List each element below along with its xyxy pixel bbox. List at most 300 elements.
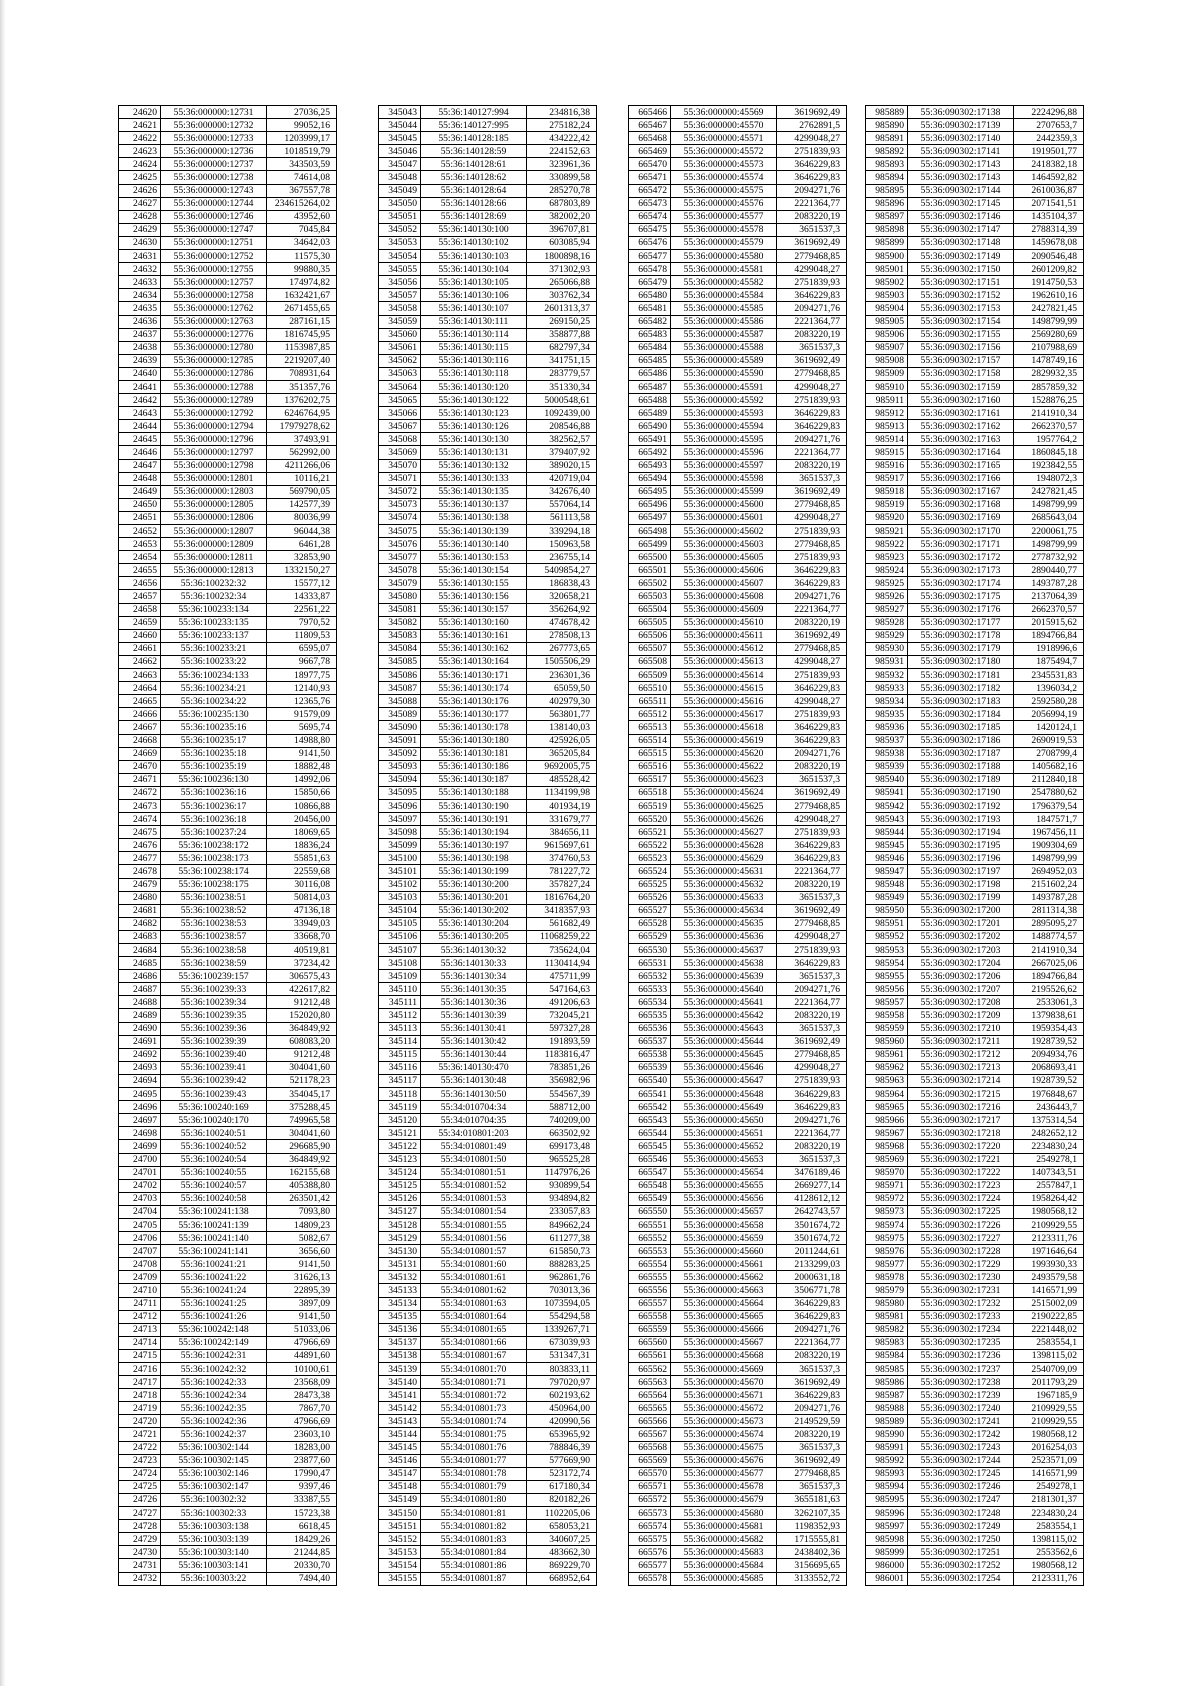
table-row <box>119 852 337 865</box>
cadastral-value: 2083220,19 <box>777 1009 847 1022</box>
cadastral-value: 562992,00 <box>267 446 337 459</box>
cadastral-value: 965525,28 <box>527 1153 597 1166</box>
table-row <box>866 1140 1084 1153</box>
cadastral-value: 11068259,22 <box>527 930 597 943</box>
cadastral-value: 2549278,1 <box>1014 1153 1084 1166</box>
row-number: 665498 <box>629 525 671 538</box>
cadastral-value: 263501,42 <box>267 1192 337 1205</box>
cadastral-value: 2094271,76 <box>777 433 847 446</box>
table-row <box>379 1520 597 1533</box>
table-row <box>629 472 847 485</box>
cadastral-value: 2438402,36 <box>777 1546 847 1559</box>
cadastral-number: 55:36:000000:12813 <box>161 564 267 577</box>
cadastral-number: 55:36:000000:12733 <box>161 132 267 145</box>
cadastral-value: 18977,75 <box>267 669 337 682</box>
row-number: 24630 <box>119 236 161 249</box>
table-row <box>866 603 1084 616</box>
cadastral-number: 55:36:140130:48 <box>421 1074 527 1087</box>
cadastral-number: 55:34:010801:53 <box>421 1192 527 1205</box>
table-row <box>119 655 337 668</box>
cadastral-number: 55:36:090302:17190 <box>908 786 1014 799</box>
cadastral-number: 55:36:000000:45673 <box>671 1415 777 1428</box>
table-row <box>866 1153 1084 1166</box>
row-number: 985895 <box>866 184 908 197</box>
row-number: 665547 <box>629 1166 671 1179</box>
row-number: 665490 <box>629 420 671 433</box>
cadastral-number: 55:36:140130:32 <box>421 944 527 957</box>
table-row <box>866 1114 1084 1127</box>
cadastral-value: 2557847,1 <box>1014 1179 1084 1192</box>
table-row <box>629 420 847 433</box>
cadastral-value: 2071541,51 <box>1014 197 1084 210</box>
cadastral-value: 2083220,19 <box>777 616 847 629</box>
table-row <box>629 1493 847 1506</box>
row-number: 24634 <box>119 289 161 302</box>
cadastral-number: 55:36:000000:45661 <box>671 1258 777 1271</box>
cadastral-value: 4299048,27 <box>777 511 847 524</box>
table-row <box>866 1389 1084 1402</box>
cadastral-value: 2011244,61 <box>777 1245 847 1258</box>
table-row <box>379 145 597 158</box>
table-row <box>866 577 1084 590</box>
cadastral-number: 55:36:090302:17211 <box>908 1035 1014 1048</box>
cadastral-value: 2107988,69 <box>1014 341 1084 354</box>
row-number: 24732 <box>119 1572 161 1585</box>
cadastral-number: 55:34:010704:34 <box>421 1101 527 1114</box>
row-number: 24670 <box>119 760 161 773</box>
row-number: 665499 <box>629 538 671 551</box>
row-number: 985960 <box>866 1035 908 1048</box>
row-number: 345058 <box>379 302 421 315</box>
table-row <box>866 564 1084 577</box>
cadastral-number: 55:36:140128:66 <box>421 197 527 210</box>
table-row <box>629 538 847 551</box>
cadastral-number: 55:36:000000:45620 <box>671 747 777 760</box>
cadastral-number: 55:36:140130:470 <box>421 1061 527 1074</box>
row-number: 345054 <box>379 250 421 263</box>
row-number: 24647 <box>119 459 161 472</box>
row-number: 345148 <box>379 1480 421 1493</box>
table-row <box>629 1480 847 1493</box>
table-row <box>119 407 337 420</box>
cadastral-number: 55:36:090302:17241 <box>908 1415 1014 1428</box>
cadastral-value: 2083220,19 <box>777 328 847 341</box>
cadastral-number: 55:36:090302:17222 <box>908 1166 1014 1179</box>
table-row <box>119 1205 337 1218</box>
cadastral-value: 2123311,76 <box>1014 1572 1084 1585</box>
cadastral-number: 55:36:000000:12736 <box>161 145 267 158</box>
cadastral-value: 1967456,11 <box>1014 826 1084 839</box>
cadastral-value: 2779468,85 <box>777 799 847 812</box>
cadastral-value: 2234830,24 <box>1014 1140 1084 1153</box>
table-row <box>629 747 847 760</box>
table-row <box>379 394 597 407</box>
row-number: 345110 <box>379 983 421 996</box>
cadastral-value: 374760,53 <box>527 852 597 865</box>
row-number: 24697 <box>119 1114 161 1127</box>
cadastral-value: 930899,54 <box>527 1179 597 1192</box>
cadastral-number: 55:36:100303:140 <box>161 1546 267 1559</box>
cadastral-number: 55:36:100239:42 <box>161 1074 267 1087</box>
row-number: 665486 <box>629 367 671 380</box>
cadastral-number: 55:36:090302:17159 <box>908 380 1014 393</box>
cadastral-number: 55:34:010801:62 <box>421 1284 527 1297</box>
cadastral-value: 354045,17 <box>267 1088 337 1101</box>
cadastral-value: 1339267,71 <box>527 1323 597 1336</box>
cadastral-value: 2779468,85 <box>777 1467 847 1480</box>
cadastral-number: 55:36:000000:45579 <box>671 236 777 249</box>
table-row <box>629 603 847 616</box>
cadastral-number: 55:36:140130:138 <box>421 511 527 524</box>
cadastral-value: 3651537,3 <box>777 223 847 236</box>
row-number: 345132 <box>379 1271 421 1284</box>
row-number: 345141 <box>379 1389 421 1402</box>
cadastral-number: 55:36:000000:45650 <box>671 1114 777 1127</box>
cadastral-value: 4128612,12 <box>777 1192 847 1205</box>
cadastral-number: 55:36:100303:22 <box>161 1572 267 1585</box>
cadastral-number: 55:36:140130:200 <box>421 878 527 891</box>
cadastral-value: 1018519,79 <box>267 145 337 158</box>
cadastral-value: 20330,70 <box>267 1559 337 1572</box>
cadastral-value: 306575,43 <box>267 970 337 983</box>
row-number: 665494 <box>629 472 671 485</box>
cadastral-number: 55:36:000000:45577 <box>671 210 777 223</box>
cadastral-value: 3646229,83 <box>777 682 847 695</box>
table-row <box>866 420 1084 433</box>
cadastral-number: 55:36:000000:45627 <box>671 826 777 839</box>
cadastral-value: 934894,82 <box>527 1192 597 1205</box>
row-number: 24626 <box>119 184 161 197</box>
cadastral-number: 55:36:100237:24 <box>161 826 267 839</box>
table-row <box>119 721 337 734</box>
row-number: 985937 <box>866 734 908 747</box>
table-row <box>379 1402 597 1415</box>
cadastral-number: 55:36:090302:17161 <box>908 407 1014 420</box>
row-number: 24624 <box>119 158 161 171</box>
table-row <box>379 786 597 799</box>
table-row <box>866 341 1084 354</box>
row-number: 985980 <box>866 1297 908 1310</box>
row-number: 345044 <box>379 119 421 132</box>
row-number: 985942 <box>866 799 908 812</box>
cadastral-number: 55:36:000000:45646 <box>671 1061 777 1074</box>
cadastral-value: 3646229,83 <box>777 839 847 852</box>
cadastral-value: 9615697,61 <box>527 839 597 852</box>
row-number: 665484 <box>629 341 671 354</box>
table-row <box>866 760 1084 773</box>
cadastral-number: 55:36:140130:155 <box>421 577 527 590</box>
cadastral-value: 401934,19 <box>527 799 597 812</box>
cadastral-value: 1198352,93 <box>777 1520 847 1533</box>
cadastral-value: 2345531,83 <box>1014 669 1084 682</box>
cadastral-value: 1498799,99 <box>1014 315 1084 328</box>
cadastral-value: 4299048,27 <box>777 930 847 943</box>
table-row <box>119 564 337 577</box>
cadastral-value: 2779468,85 <box>777 367 847 380</box>
row-number: 985969 <box>866 1153 908 1166</box>
cadastral-number: 55:36:100239:33 <box>161 983 267 996</box>
cadastral-number: 55:36:090302:17214 <box>908 1074 1014 1087</box>
cadastral-number: 55:36:090302:17150 <box>908 263 1014 276</box>
row-number: 985948 <box>866 878 908 891</box>
cadastral-number: 55:34:010801:82 <box>421 1520 527 1533</box>
cadastral-number: 55:36:140130:131 <box>421 446 527 459</box>
row-number: 345131 <box>379 1258 421 1271</box>
cadastral-value: 2221364,77 <box>777 865 847 878</box>
table-row <box>119 1192 337 1205</box>
table-row <box>866 891 1084 904</box>
table-row <box>866 1258 1084 1271</box>
cadastral-value: 2221364,77 <box>777 1336 847 1349</box>
table-row <box>629 996 847 1009</box>
cadastral-value: 162155,68 <box>267 1166 337 1179</box>
table-row <box>119 917 337 930</box>
cadastral-value: 3262107,35 <box>777 1507 847 1520</box>
table-row <box>866 1088 1084 1101</box>
row-number: 985933 <box>866 682 908 695</box>
cadastral-value: 1498799,99 <box>1014 852 1084 865</box>
cadastral-value: 2083220,19 <box>777 760 847 773</box>
row-number: 24723 <box>119 1454 161 1467</box>
cadastral-number: 55:36:000000:45638 <box>671 957 777 970</box>
row-number: 345077 <box>379 551 421 564</box>
cadastral-value: 2181301,37 <box>1014 1493 1084 1506</box>
cadastral-value: 1894766,84 <box>1014 970 1084 983</box>
row-number: 345065 <box>379 394 421 407</box>
table-row <box>379 1572 597 1585</box>
cadastral-number: 55:36:000000:45672 <box>671 1402 777 1415</box>
table-row <box>379 642 597 655</box>
cadastral-number: 55:36:090302:17238 <box>908 1376 1014 1389</box>
row-number: 345106 <box>379 930 421 943</box>
cadastral-value: 27036,25 <box>267 106 337 119</box>
cadastral-number: 55:36:090302:17158 <box>908 367 1014 380</box>
cadastral-number: 55:36:090302:17197 <box>908 865 1014 878</box>
cadastral-number: 55:34:010801:80 <box>421 1493 527 1506</box>
cadastral-number: 55:36:090302:17176 <box>908 603 1014 616</box>
cadastral-number: 55:36:090302:17227 <box>908 1232 1014 1245</box>
table-row <box>119 734 337 747</box>
cadastral-value: 3476189,46 <box>777 1166 847 1179</box>
cadastral-number: 55:36:140130:42 <box>421 1035 527 1048</box>
cadastral-value: 5082,67 <box>267 1232 337 1245</box>
table-row <box>379 564 597 577</box>
cadastral-number: 55:36:000000:12809 <box>161 538 267 551</box>
row-number: 665479 <box>629 276 671 289</box>
table-row <box>866 826 1084 839</box>
row-number: 24710 <box>119 1284 161 1297</box>
table-row <box>379 250 597 263</box>
cadastral-number: 55:36:000000:12796 <box>161 433 267 446</box>
table-row <box>629 577 847 590</box>
table-row <box>866 1428 1084 1441</box>
row-number: 665520 <box>629 813 671 826</box>
cadastral-value: 561113,58 <box>527 511 597 524</box>
table-row <box>119 1166 337 1179</box>
row-number: 985950 <box>866 904 908 917</box>
row-number: 345069 <box>379 446 421 459</box>
row-number: 24689 <box>119 1009 161 1022</box>
cadastral-number: 55:36:140130:41 <box>421 1022 527 1035</box>
cadastral-value: 1909304,69 <box>1014 839 1084 852</box>
cadastral-value: 2016254,03 <box>1014 1441 1084 1454</box>
table-row <box>119 1349 337 1362</box>
table-row <box>629 184 847 197</box>
cadastral-value: 3646229,83 <box>777 564 847 577</box>
table-row <box>119 498 337 511</box>
cadastral-value: 7093,80 <box>267 1205 337 1218</box>
row-number: 24721 <box>119 1428 161 1441</box>
cadastral-value: 569790,05 <box>267 485 337 498</box>
table-row <box>119 263 337 276</box>
row-number: 24693 <box>119 1061 161 1074</box>
row-number: 24648 <box>119 472 161 485</box>
row-number: 665560 <box>629 1336 671 1349</box>
table-row <box>629 1101 847 1114</box>
row-number: 985968 <box>866 1140 908 1153</box>
cadastral-number: 55:36:000000:45669 <box>671 1363 777 1376</box>
table-row <box>379 878 597 891</box>
cadastral-number: 55:36:100238:52 <box>161 904 267 917</box>
cadastral-value: 2068693,41 <box>1014 1061 1084 1074</box>
row-number: 345059 <box>379 315 421 328</box>
table-row <box>866 158 1084 171</box>
table-row <box>629 1232 847 1245</box>
cadastral-number: 55:36:100242:33 <box>161 1376 267 1389</box>
cadastral-number: 55:36:100240:57 <box>161 1179 267 1192</box>
table-row <box>629 642 847 655</box>
cadastral-number: 55:36:100235:17 <box>161 734 267 747</box>
cadastral-value: 351330,34 <box>527 380 597 393</box>
row-number: 665509 <box>629 669 671 682</box>
row-number: 24646 <box>119 446 161 459</box>
table-row <box>629 1140 847 1153</box>
table-row <box>119 944 337 957</box>
cadastral-value: 450964,00 <box>527 1402 597 1415</box>
table-row <box>379 1179 597 1192</box>
cadastral-value: 2515002,09 <box>1014 1297 1084 1310</box>
cadastral-value: 554567,39 <box>527 1088 597 1101</box>
cadastral-number: 55:36:140130:34 <box>421 970 527 983</box>
cadastral-number: 55:36:140130:139 <box>421 525 527 538</box>
cadastral-value: 142577,39 <box>267 498 337 511</box>
cadastral-number: 55:36:000000:45585 <box>671 302 777 315</box>
cadastral-number: 55:36:140130:116 <box>421 354 527 367</box>
cadastral-number: 55:36:140130:199 <box>421 865 527 878</box>
table-row <box>866 1493 1084 1506</box>
cadastral-value: 2123311,76 <box>1014 1232 1084 1245</box>
cadastral-value: 224152,63 <box>527 145 597 158</box>
row-number: 24671 <box>119 773 161 786</box>
cadastral-number: 55:36:100238:57 <box>161 930 267 943</box>
cadastral-value: 285270,78 <box>527 184 597 197</box>
row-number: 345138 <box>379 1349 421 1362</box>
cadastral-value: 2221364,77 <box>777 197 847 210</box>
cadastral-number: 55:36:100238:173 <box>161 852 267 865</box>
row-number: 985995 <box>866 1493 908 1506</box>
cadastral-value: 563801,77 <box>527 708 597 721</box>
cadastral-value: 1092439,00 <box>527 407 597 420</box>
cadastral-number: 55:36:000000:45582 <box>671 276 777 289</box>
row-number: 24712 <box>119 1310 161 1323</box>
cadastral-value: 474678,42 <box>527 616 597 629</box>
table-row <box>379 158 597 171</box>
table-row <box>119 1074 337 1087</box>
row-number: 665543 <box>629 1114 671 1127</box>
cadastral-value: 1332150,27 <box>267 564 337 577</box>
cadastral-number: 55:36:000000:45619 <box>671 734 777 747</box>
table-row <box>629 210 847 223</box>
table-row <box>379 315 597 328</box>
cadastral-value: 304041,60 <box>267 1061 337 1074</box>
row-number: 345146 <box>379 1454 421 1467</box>
cadastral-value: 2778732,92 <box>1014 551 1084 564</box>
cadastral-value: 43952,60 <box>267 210 337 223</box>
cadastral-value: 375288,45 <box>267 1101 337 1114</box>
row-number: 985909 <box>866 367 908 380</box>
cadastral-value: 2751839,93 <box>777 145 847 158</box>
row-number: 985992 <box>866 1454 908 1467</box>
table-row <box>119 799 337 812</box>
cadastral-number: 55:36:000000:45574 <box>671 171 777 184</box>
cadastral-value: 673039,93 <box>527 1336 597 1349</box>
cadastral-value: 2094271,76 <box>777 302 847 315</box>
row-number: 985927 <box>866 603 908 616</box>
cadastral-number: 55:36:090302:17160 <box>908 394 1014 407</box>
cadastral-value: 9397,46 <box>267 1480 337 1493</box>
table-row <box>866 223 1084 236</box>
cadastral-number: 55:36:000000:45610 <box>671 616 777 629</box>
cadastral-number: 55:36:000000:12763 <box>161 315 267 328</box>
cadastral-value: 485528,42 <box>527 773 597 786</box>
table-row <box>629 289 847 302</box>
table-row <box>866 132 1084 145</box>
row-number: 24679 <box>119 878 161 891</box>
table-row <box>379 1061 597 1074</box>
table-row <box>119 1310 337 1323</box>
cadastral-number: 55:36:140130:187 <box>421 773 527 786</box>
row-number: 985900 <box>866 250 908 263</box>
row-number: 985907 <box>866 341 908 354</box>
row-number: 24681 <box>119 904 161 917</box>
row-number: 665552 <box>629 1232 671 1245</box>
cadastral-number: 55:36:000000:45623 <box>671 773 777 786</box>
table-row <box>379 930 597 943</box>
table-row <box>119 446 337 459</box>
row-number: 24680 <box>119 891 161 904</box>
cadastral-value: 1134199,98 <box>527 786 597 799</box>
row-number: 665515 <box>629 747 671 760</box>
table-row <box>379 289 597 302</box>
table-row <box>379 106 597 119</box>
cadastral-value: 554294,58 <box>527 1310 597 1323</box>
cadastral-number: 55:36:140130:205 <box>421 930 527 943</box>
row-number: 665493 <box>629 459 671 472</box>
table-row <box>866 996 1084 1009</box>
cadastral-value: 9667,78 <box>267 655 337 668</box>
cadastral-number: 55:36:090302:17194 <box>908 826 1014 839</box>
row-number: 985923 <box>866 551 908 564</box>
row-number: 985981 <box>866 1310 908 1323</box>
row-number: 24682 <box>119 917 161 930</box>
row-number: 345142 <box>379 1402 421 1415</box>
cadastral-value: 3651537,3 <box>777 1153 847 1166</box>
row-number: 345137 <box>379 1336 421 1349</box>
table-row <box>866 773 1084 786</box>
row-number: 24643 <box>119 407 161 420</box>
cadastral-value: 2109929,55 <box>1014 1415 1084 1428</box>
cadastral-number: 55:36:090302:17208 <box>908 996 1014 1009</box>
